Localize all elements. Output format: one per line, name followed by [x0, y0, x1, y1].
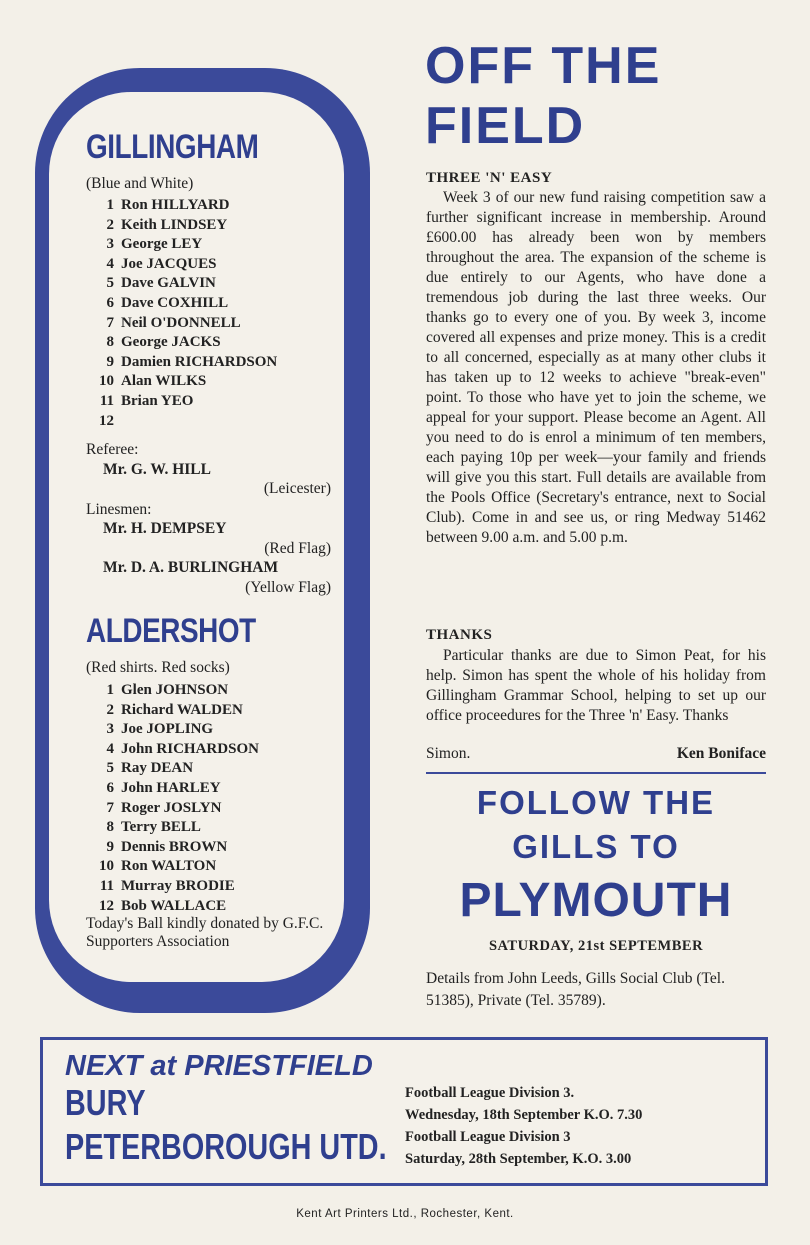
player-row — [86, 216, 277, 236]
player-number: 2 — [106, 216, 114, 233]
player-row — [86, 333, 277, 353]
player-row — [86, 372, 277, 392]
article-body-three-n-easy: Week 3 of our new fund raising competition saw a further significant increase in membership. Around £600.00 has already been won by members throughout the area. The expansion of the scheme is due entirely to our Agents, who have done a tremendous job during the last three weeks. Our thanks go to every one of you. By week 3, income covered all expenses and prize money. This is a credit to all concerned, especially as at many other clubs it has taken up to 12 weeks to achieve "break-even" point. To those who have yet to join the scheme, we appeal for your support. Please become an Agent. All you need to do is enrol a minimum of ten members, each paying 10p per week—your family and friends will give you this start. Full details are available from the Pools Office (Secretary's entrance, next to Social Club). Come in and see us, or ring Medway 51462 between 9.00 a.m. and 5.00 p.m. — [426, 189, 766, 546]
title-line-1: OFF THE — [425, 37, 662, 95]
player-name: George JACKS — [121, 334, 221, 351]
player-name: Joe JOPLING — [121, 721, 214, 738]
player-row — [86, 838, 259, 858]
player-name: Ron WALTON — [121, 858, 217, 875]
home-team-list — [86, 196, 277, 431]
fixture-2-date: Saturday, 28th September, K.O. 3.00 — [405, 1151, 632, 1167]
player-number: 6 — [106, 294, 114, 311]
match-officials — [86, 440, 331, 597]
player-number: 2 — [106, 701, 114, 718]
linesmen-label: Linesmen: — [86, 500, 152, 518]
player-name: Ron HILLYARD — [121, 197, 230, 213]
referee-name: Mr. G. W. HILL — [103, 460, 211, 478]
player-number: 10 — [99, 858, 114, 875]
player-number: 1 — [106, 197, 114, 213]
follow-line-1: FOLLOW THE — [476, 784, 716, 821]
player-number: 5 — [106, 275, 114, 292]
player-number: 12 — [99, 412, 114, 429]
player-name: Joe JACQUES — [121, 255, 217, 272]
article-heading-thanks: THANKS — [426, 627, 493, 643]
player-number: 11 — [99, 877, 114, 894]
away-team-colours: (Red shirts. Red socks) — [86, 659, 230, 676]
player-number: 6 — [106, 779, 114, 796]
next-opponent-2: PETERBOROUGH UTD. — [65, 1126, 387, 1167]
linesman-2-flag: (Yellow Flag) — [245, 578, 331, 596]
player-number: 5 — [106, 760, 114, 777]
article-body-thanks: Particular thanks are due to Simon Peat, for his help. Simon has spent the whole of his holiday from Gillingham Grammar School, helping to set up our office proceedures for the Three 'n' Easy. Thanks — [426, 647, 766, 724]
next-opponent-1: BURY — [65, 1082, 146, 1123]
match-ball-note: Today's Ball kindly donated by G.F.C. Supporters Association — [86, 915, 324, 950]
player-row — [86, 877, 259, 897]
player-name: Glen JOHNSON — [121, 682, 229, 698]
player-name: Dennis BROWN — [121, 838, 228, 855]
player-name: John RICHARDSON — [121, 740, 259, 757]
fixture-1-league: Football League Division 3. — [405, 1085, 575, 1101]
signoff-word: Simon. — [426, 745, 471, 762]
player-row — [86, 681, 259, 701]
linesman-1-name: Mr. H. DEMPSEY — [103, 520, 227, 537]
away-trip-date: SATURDAY, 21st SEPTEMBER — [488, 938, 704, 954]
player-name: Ray DEAN — [121, 760, 194, 777]
player-row — [86, 857, 259, 877]
section-divider — [426, 772, 766, 774]
player-name: Neil O'DONNELL — [121, 314, 241, 331]
next-fixtures-title: NEXT at PRIESTFIELD — [65, 1050, 373, 1082]
referee-label: Referee: — [86, 441, 139, 458]
player-name: Bob WALLACE — [121, 897, 227, 914]
player-row — [86, 274, 277, 294]
player-row — [86, 412, 277, 432]
player-row — [86, 353, 277, 373]
player-row — [86, 740, 259, 760]
fixture-1-date: Wednesday, 18th September K.O. 7.30 — [405, 1107, 643, 1123]
player-row — [86, 255, 277, 275]
player-number: 11 — [99, 392, 114, 409]
player-name: Terry BELL — [121, 819, 201, 836]
player-number: 7 — [106, 799, 114, 816]
linesman-1-flag: (Red Flag) — [264, 539, 331, 557]
home-team-colours: (Blue and White) — [86, 175, 194, 192]
player-name: Dave COXHILL — [121, 294, 229, 311]
away-team-list — [86, 681, 259, 916]
home-team-title: GILLINGHAM — [86, 128, 259, 166]
follow-destination: PLYMOUTH — [459, 874, 733, 927]
player-name: Dave GALVIN — [121, 275, 216, 292]
player-name: Brian YEO — [121, 392, 194, 409]
follow-line-2: GILLS TO — [512, 828, 680, 865]
player-name: Murray BRODIE — [121, 877, 235, 894]
player-name: Keith LINDSEY — [121, 216, 228, 233]
player-row — [86, 799, 259, 819]
fixture-2-league: Football League Division 3 — [405, 1129, 571, 1145]
player-row — [86, 392, 277, 412]
player-number: 4 — [106, 740, 114, 757]
article-heading-three-n-easy: THREE 'N' EASY — [426, 170, 553, 186]
player-row — [86, 701, 259, 721]
article-signoff — [426, 745, 766, 763]
player-row — [86, 779, 259, 799]
next-fixtures-box — [40, 1037, 768, 1186]
player-number: 3 — [106, 721, 114, 738]
player-number: 4 — [106, 255, 114, 272]
player-name: Richard WALDEN — [121, 701, 243, 718]
player-number: 10 — [99, 373, 114, 390]
player-number: 3 — [106, 236, 114, 253]
player-name: Roger JOSLYN — [121, 799, 222, 816]
player-number: 7 — [106, 314, 114, 331]
player-row — [86, 294, 277, 314]
player-row — [86, 720, 259, 740]
player-number: 1 — [106, 682, 114, 698]
player-row — [86, 818, 259, 838]
off-the-field-title — [425, 36, 661, 156]
away-trip-details: Details from John Leeds, Gills Social Club (Tel. 51385), Private (Tel. 35789). — [426, 970, 725, 1009]
player-number: 9 — [106, 838, 114, 855]
player-name: John HARLEY — [121, 779, 221, 796]
player-row — [86, 897, 259, 917]
player-number: 8 — [106, 819, 114, 836]
player-name: George LEY — [121, 236, 203, 253]
player-number: 12 — [99, 897, 114, 914]
article-author: Ken Boniface — [676, 745, 766, 762]
player-name: Damien RICHARDSON — [121, 353, 278, 370]
printer-credit: Kent Art Printers Ltd., Rochester, Kent. — [296, 1208, 514, 1220]
player-number: 9 — [106, 353, 114, 370]
player-row — [86, 196, 277, 216]
referee-town: (Leicester) — [263, 480, 331, 497]
player-name: Alan WILKS — [121, 373, 207, 390]
title-line-2: FIELD — [425, 97, 586, 155]
player-row — [86, 235, 277, 255]
away-team-title: ALDERSHOT — [86, 612, 256, 650]
player-row — [86, 759, 259, 779]
player-number: 8 — [106, 334, 114, 351]
player-row — [86, 314, 277, 334]
linesman-2-name: Mr. D. A. BURLINGHAM — [103, 559, 279, 576]
